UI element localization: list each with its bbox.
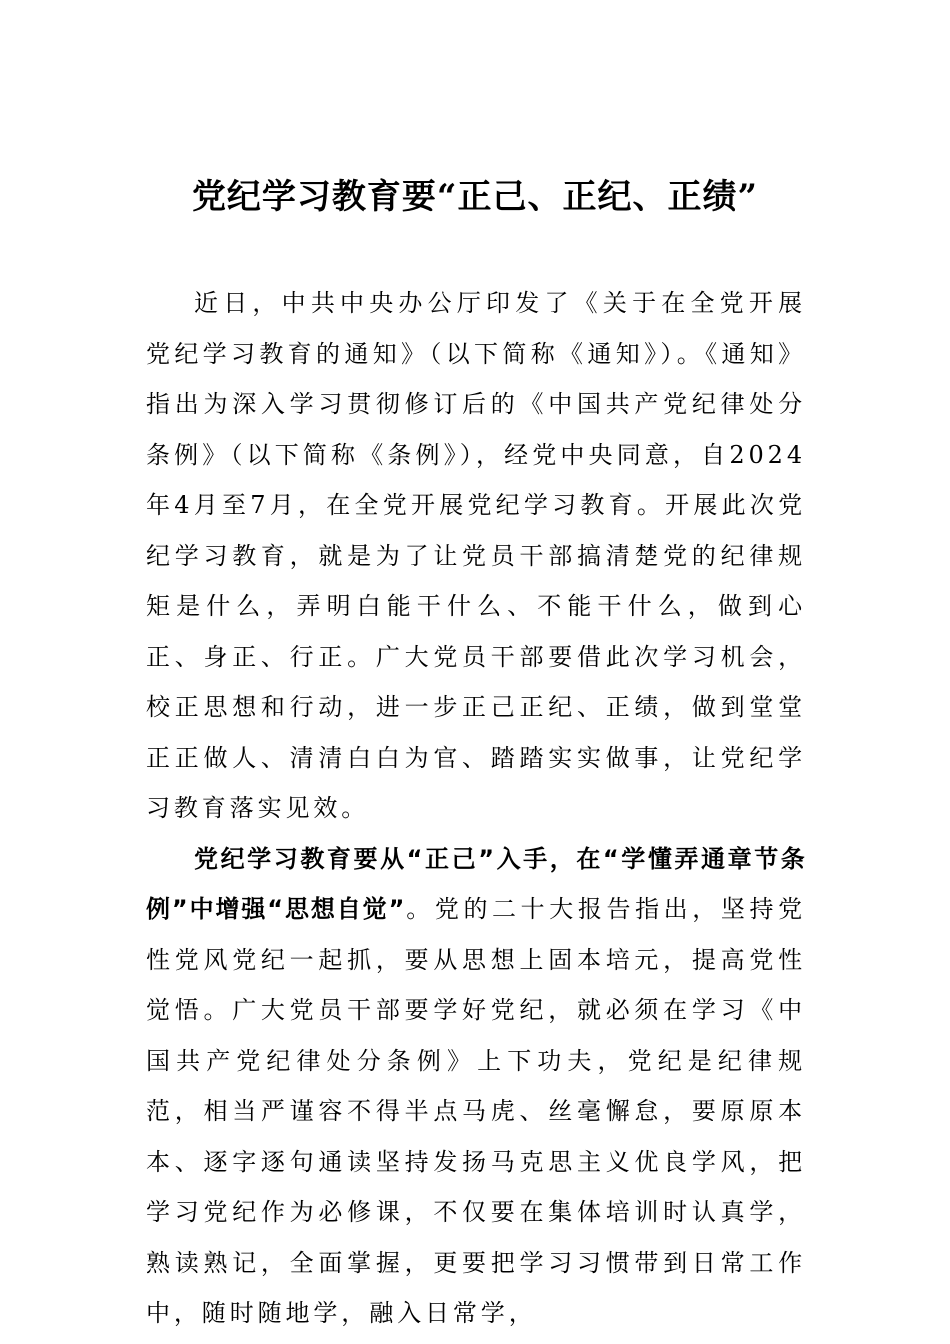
paragraph-2 <box>146 834 806 1339</box>
paragraph-2-text: 。党的二十大报告指出，坚持党性党风党纪一起抓，要从思想上固本培元，提高党性觉悟。广大党员干部要学好党纪，就必须在学习《中国共产党纪律处分条例》上下功夫，党纪是纪律规范，相当严谨容不得半点马虎、丝毫懈怠，要原原本本、逐字逐句通读坚持发扬马克思主义优良学风，把学习党纪作为必修课，不仅要在集体培训时认真学，熟读熟记，全面掌握，更要把学习习惯带到日常工作中，随时随地学，融入日常学， <box>146 895 806 1327</box>
document-body <box>146 278 806 1339</box>
document-title: 党纪学习教育要“正己、正纪、正绩” <box>191 177 759 217</box>
paragraph-2-lead: 党纪学习教育要从“正己”入手，在“学懂弄通章节条例”中增强“思想自觉” <box>146 844 806 923</box>
paragraph-1 <box>146 278 806 834</box>
paragraph-1-text: 近日，中共中央办公厅印发了《关于在全党开展党纪学习教育的通知》（以下简称《通知》）。《通知》指出为深入学习贯彻修订后的《中国共产党纪律处分条例》（以下简称《条例》），经党中央同意，自2024年4月至7月，在全党开展党纪学习教育。开展此次党纪学习教育，就是为了让党员干部搞清楚党的纪律规矩是什么，弄明白能干什么、不能干什么，做到心正、身正、行正。广大党员干部要借此次学习机会，校正思想和行动，进一步正己正纪、正绩，做到堂堂正正做人、清清白白为官、踏踏实实做事，让党纪学习教育落实见效。 <box>146 289 806 822</box>
